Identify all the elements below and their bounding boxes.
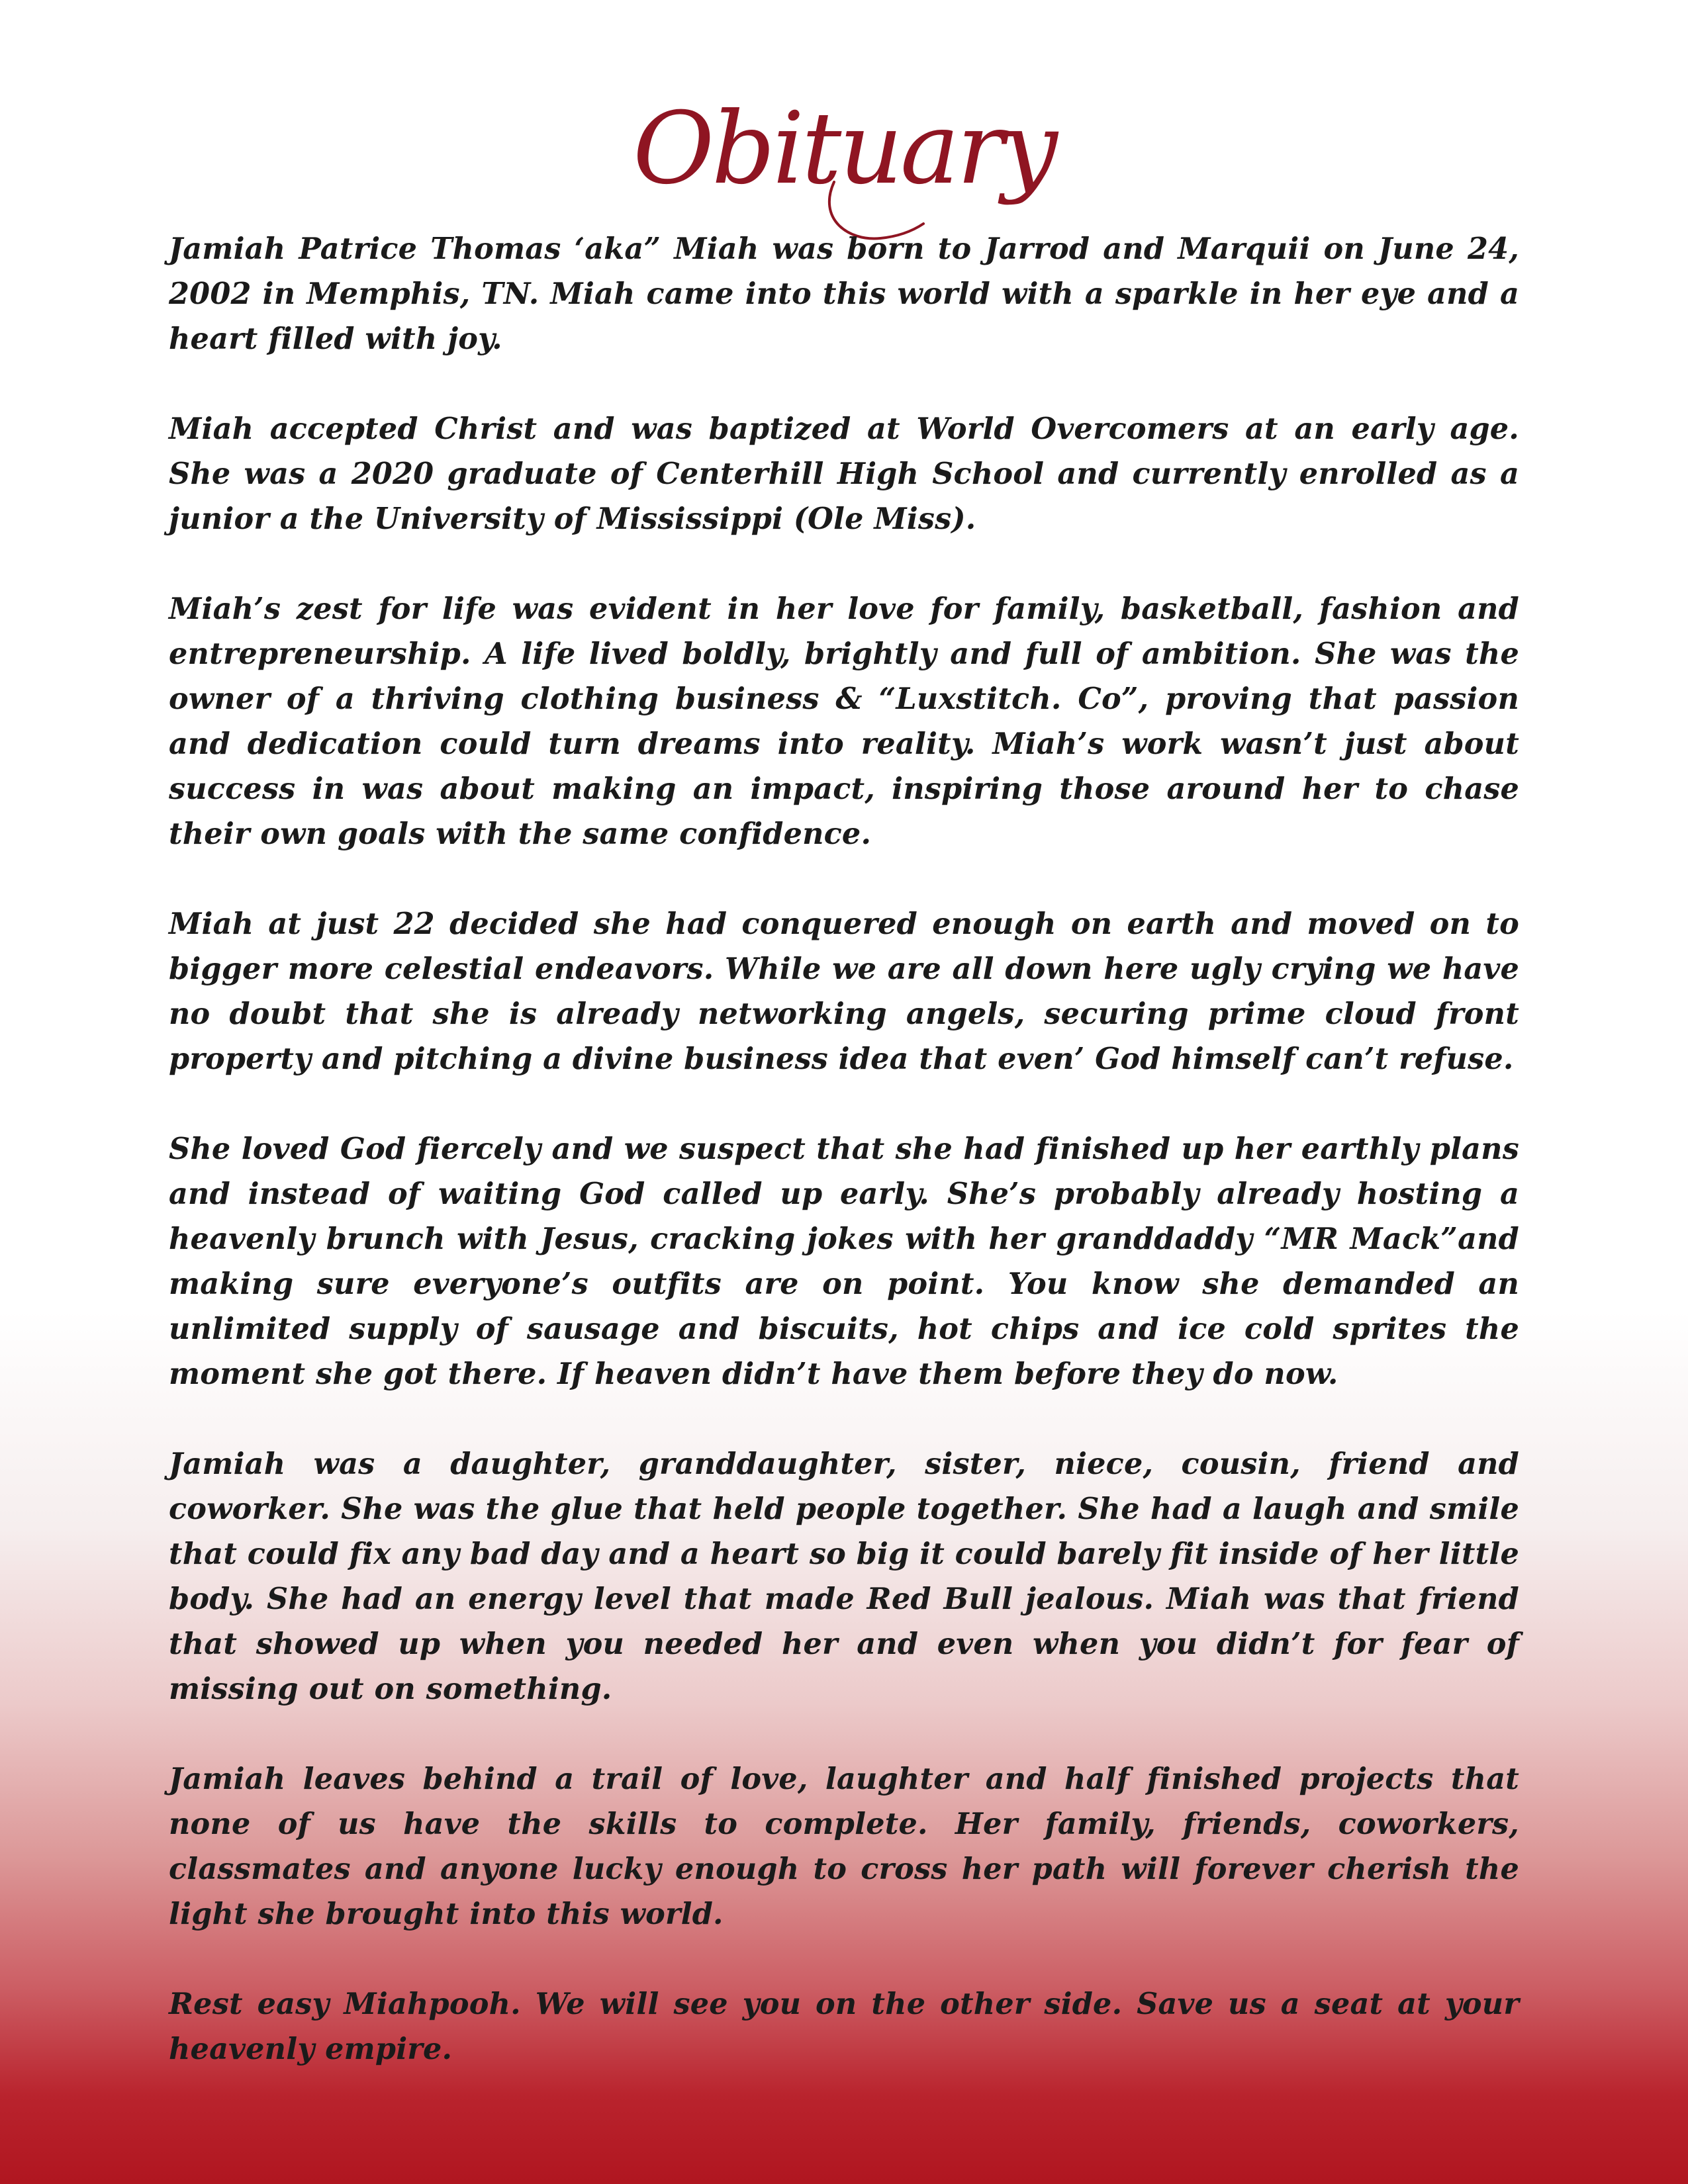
paragraph-celestial-endeavors: Miah at just 22 decided she had conquered enough on earth and moved on to bigger more celestial endeavors. While we are all down here ugly crying we have no doubt that she is already networking angels, securing prime cloud front property and pitching a divine business idea that even’ God himself can’t refuse. xyxy=(169,907,1519,1076)
paragraph-faith-education: Miah accepted Christ and was baptized at World Overcomers at an early age. She was a 2020 graduate of Centerhill High School and currently enrolled as a junior a the University of Mississippi (Ole Miss). xyxy=(169,412,1519,536)
paragraph-farewell: Rest easy Miahpooh. We will see you on the other side. Save us a seat at your heavenly empire. xyxy=(169,1987,1519,2066)
paragraph-family-friend: Jamiah was a daughter, granddaughter, sister, niece, cousin, friend and coworker. She was the glue that held people together. She had a laugh and smile that could fix any bad day and a heart so big it could barely fit inside of her little body. She had an energy level that made Red Bull jealous. Miah was that friend that showed up when you needed her and even when you didn’t for fear of missing out on something. xyxy=(169,1447,1519,1706)
page-title: Obituary xyxy=(633,91,1055,206)
paragraph-loved-god: She loved God fiercely and we suspect that she had finished up her earthly plans and instead of waiting God called up early. She’s probably already hosting a heavenly brunch with Jesus, cracking jokes with her granddaddy “MR Mack”and making sure everyone’s outfits are on point. You know she demanded an unlimited supply of sausage and biscuits, hot chips and ice cold sprites the moment she got there. If heaven didn’t have them before they do now. xyxy=(169,1132,1519,1391)
paragraph-legacy: Jamiah leaves behind a trail of love, laughter and half finished projects that none of us have the skills to complete. Her family, friends, coworkers, classmates and anyone lucky enough to cross her path will forever cherish the light she brought into this world. xyxy=(169,1762,1519,1931)
paragraph-zest-for-life: Miah’s zest for life was evident in her love for family, basketball, fashion and entrepreneurship. A life lived boldly, brightly and full of ambition. She was the owner of a thriving clothing business & “Luxstitch. Co”, proving that passion and dedication could turn dreams into reality. Miah’s work wasn’t just about success in was about making an impact, inspiring those around her to chase their own goals with the same confidence. xyxy=(169,592,1519,851)
paragraph-birth: Jamiah Patrice Thomas ‘aka” Miah was born to Jarrod and Marquii on June 24, 2002 in Memphis, TN. Miah came into this world with a sparkle in her eye and a heart filled with joy. xyxy=(169,232,1519,356)
obituary-body xyxy=(169,226,1519,2116)
